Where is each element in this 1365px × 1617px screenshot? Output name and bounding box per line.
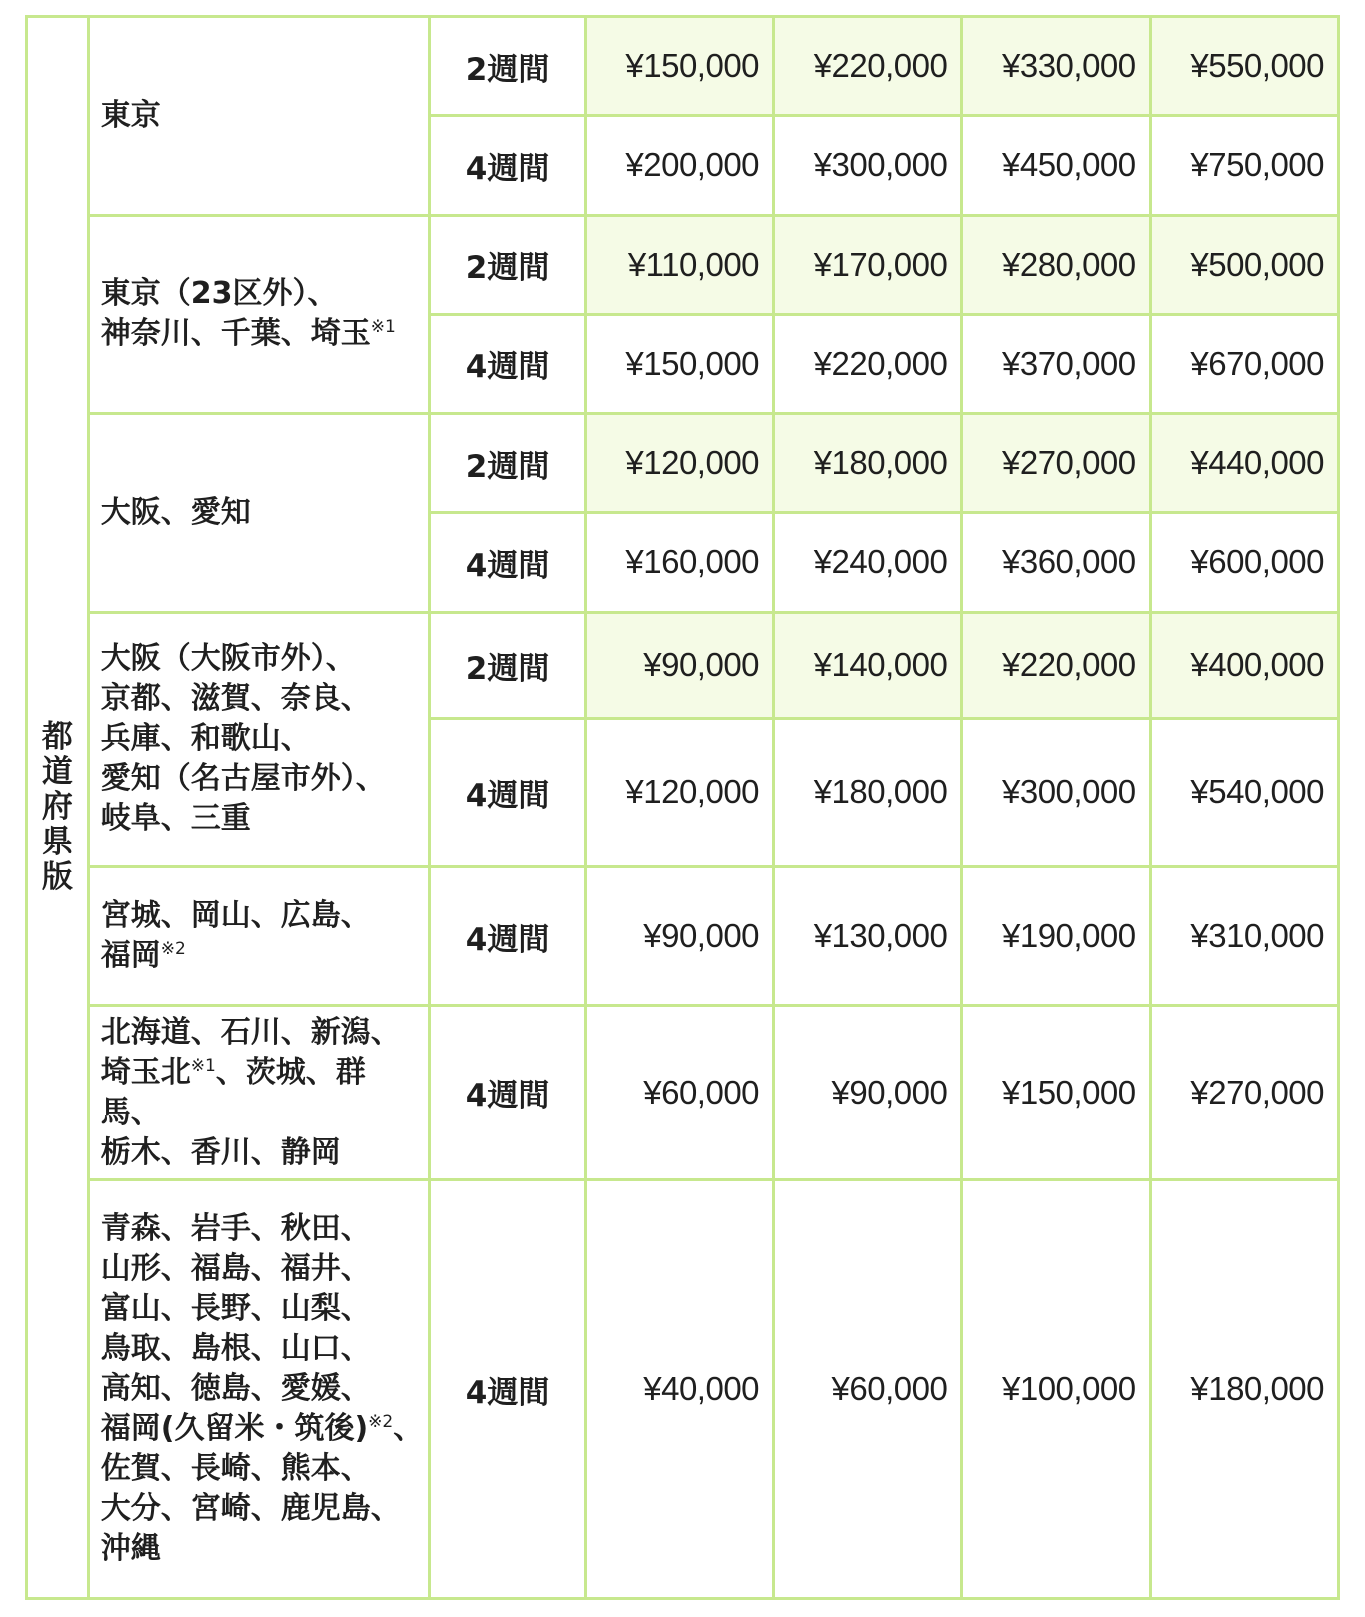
period-cell: 2週間: [430, 215, 585, 314]
price-cell: ¥150,000: [962, 1006, 1150, 1180]
region-cell: [88, 866, 430, 1006]
price-cell: ¥400,000: [1150, 612, 1338, 719]
region-line: 沖縄: [100, 1531, 161, 1567]
table-row: [27, 612, 1339, 719]
price-cell: ¥440,000: [1150, 414, 1338, 513]
price-cell: ¥300,000: [774, 116, 962, 215]
price-cell: ¥550,000: [1150, 17, 1338, 116]
price-cell: ¥670,000: [1150, 314, 1338, 413]
period-cell: 2週間: [430, 612, 585, 719]
price-cell: ¥140,000: [774, 612, 962, 719]
price-cell: ¥170,000: [774, 215, 962, 314]
price-cell: ¥600,000: [1150, 513, 1338, 612]
region-line: 高知、徳島、愛媛、: [100, 1371, 371, 1407]
price-cell: ¥160,000: [585, 513, 773, 612]
region-line: 大分、宮崎、鹿児島、: [100, 1491, 401, 1527]
category-label: [27, 17, 89, 1599]
price-cell: ¥130,000: [774, 866, 962, 1006]
region-cell: [88, 1180, 430, 1599]
footnote-mark: ※1: [190, 1055, 216, 1076]
region-line: 京都、滋賀、奈良、: [100, 681, 371, 717]
period-cell: 2週間: [430, 414, 585, 513]
price-cell: ¥60,000: [585, 1006, 773, 1180]
period-cell: 4週間: [430, 116, 585, 215]
region-cell: [88, 612, 430, 866]
price-cell: ¥40,000: [585, 1180, 773, 1599]
period-cell: 2週間: [430, 17, 585, 116]
price-cell: ¥280,000: [962, 215, 1150, 314]
region-line: 埼玉北$^{※1}$、茨城、群馬、: [100, 1054, 366, 1130]
region-line: 富山、長野、山梨、: [100, 1291, 371, 1327]
region-cell: [88, 1006, 430, 1180]
price-cell: ¥180,000: [1150, 1180, 1338, 1599]
region-cell: [88, 215, 430, 414]
price-cell: ¥330,000: [962, 17, 1150, 116]
price-cell: ¥120,000: [585, 719, 773, 867]
price-cell: ¥150,000: [585, 314, 773, 413]
region-line: 東京: [100, 97, 161, 133]
price-cell: ¥90,000: [585, 612, 773, 719]
price-cell: ¥220,000: [774, 314, 962, 413]
price-cell: ¥220,000: [774, 17, 962, 116]
price-cell: ¥360,000: [962, 513, 1150, 612]
price-cell: ¥310,000: [1150, 866, 1338, 1006]
region-line: 宮城、岡山、広島、: [100, 898, 371, 934]
table-row: [27, 17, 1339, 116]
price-cell: ¥60,000: [774, 1180, 962, 1599]
region-line: 福岡(久留米・筑後)$^{※2}$、: [100, 1411, 424, 1447]
region-line: 佐賀、長崎、熊本、: [100, 1451, 371, 1487]
region-line: 岐阜、三重: [100, 801, 251, 837]
region-line: 神奈川、千葉、埼玉$^{※1}$: [100, 316, 396, 352]
region-line: 福岡$^{※2}$: [100, 938, 186, 974]
period-cell: 4週間: [430, 719, 585, 867]
table-row: [27, 866, 1339, 1006]
region-line: 青森、岩手、秋田、: [100, 1211, 371, 1247]
region-line: 大阪（大阪市外）、: [100, 641, 356, 677]
price-table: [25, 15, 1340, 1600]
price-cell: ¥100,000: [962, 1180, 1150, 1599]
period-cell: 4週間: [430, 1180, 585, 1599]
price-cell: ¥200,000: [585, 116, 773, 215]
period-cell: 4週間: [430, 866, 585, 1006]
table-row: [27, 215, 1339, 314]
price-cell: ¥180,000: [774, 414, 962, 513]
price-cell: ¥270,000: [1150, 1006, 1338, 1180]
footnote-mark: ※2: [160, 939, 186, 960]
footnote-mark: ※2: [368, 1412, 394, 1433]
price-cell: ¥270,000: [962, 414, 1150, 513]
region-cell: [88, 414, 430, 613]
category-label-text: 都道府県版: [41, 719, 73, 895]
table-row: [27, 1180, 1339, 1599]
price-cell: ¥110,000: [585, 215, 773, 314]
table-row: [27, 414, 1339, 513]
price-cell: ¥190,000: [962, 866, 1150, 1006]
footnote-mark: ※1: [370, 317, 396, 338]
region-cell: [88, 17, 430, 216]
price-cell: ¥220,000: [962, 612, 1150, 719]
period-cell: 4週間: [430, 1006, 585, 1180]
price-cell: ¥150,000: [585, 17, 773, 116]
price-cell: ¥180,000: [774, 719, 962, 867]
region-line: 大阪、愛知: [100, 494, 251, 530]
price-cell: ¥500,000: [1150, 215, 1338, 314]
price-cell: ¥90,000: [774, 1006, 962, 1180]
region-line: 東京（23区外）、: [100, 276, 338, 312]
region-line: 山形、福島、福井、: [100, 1251, 371, 1287]
price-cell: ¥370,000: [962, 314, 1150, 413]
price-cell: ¥300,000: [962, 719, 1150, 867]
price-cell: ¥240,000: [774, 513, 962, 612]
price-cell: ¥750,000: [1150, 116, 1338, 215]
price-cell: ¥540,000: [1150, 719, 1338, 867]
region-line: 鳥取、島根、山口、: [100, 1331, 371, 1367]
price-cell: ¥120,000: [585, 414, 773, 513]
table-row: [27, 1006, 1339, 1180]
region-line: 愛知（名古屋市外）、: [100, 761, 386, 797]
region-line: 兵庫、和歌山、: [100, 721, 311, 757]
period-cell: 4週間: [430, 314, 585, 413]
period-cell: 4週間: [430, 513, 585, 612]
price-cell: ¥90,000: [585, 866, 773, 1006]
price-cell: ¥450,000: [962, 116, 1150, 215]
region-line: 北海道、石川、新潟、: [100, 1014, 401, 1050]
region-line: 栃木、香川、静岡: [100, 1134, 341, 1170]
